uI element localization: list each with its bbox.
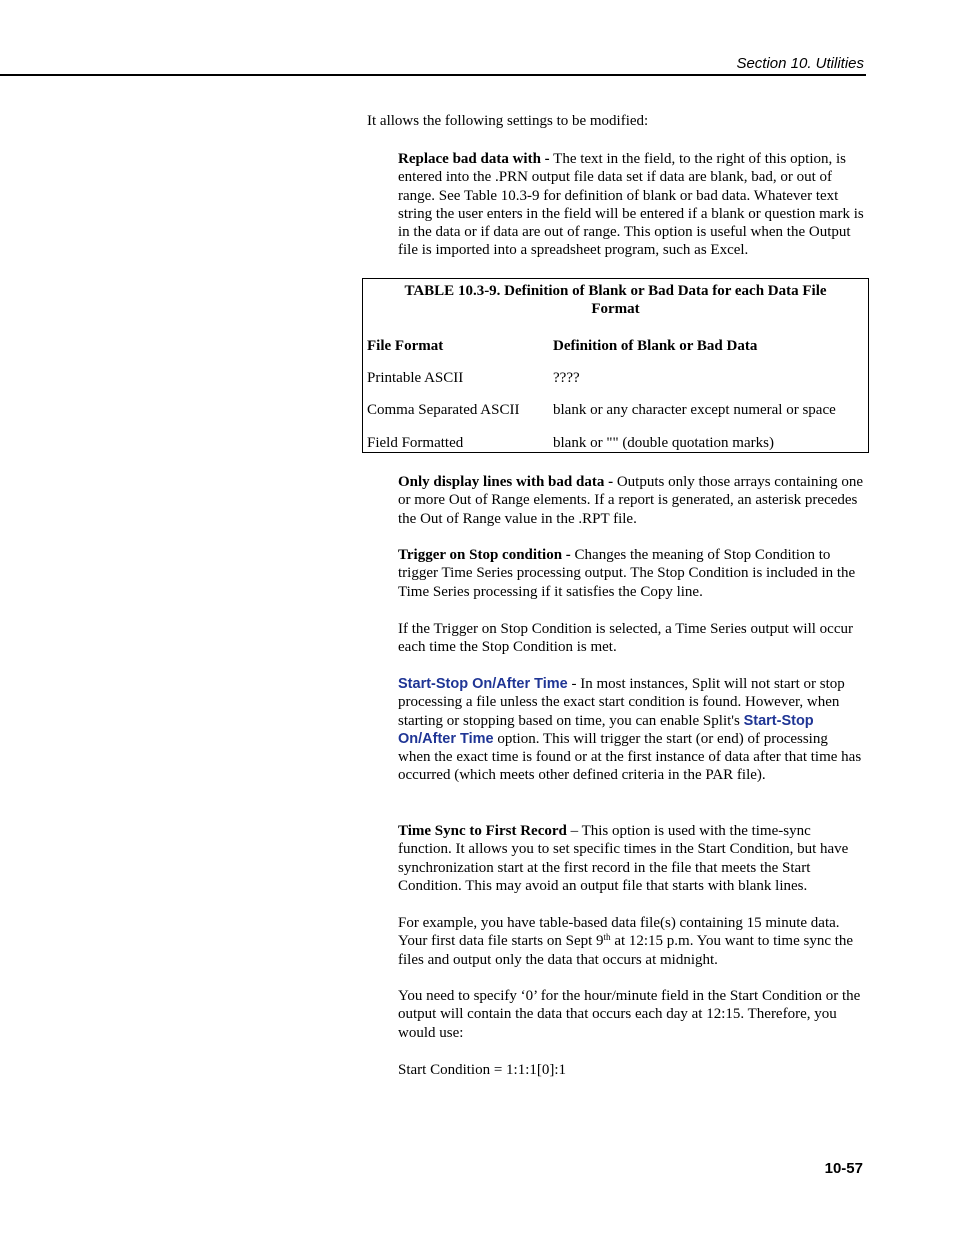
replace-bad-data-paragraph [398,150,864,260]
header-rule [0,74,866,76]
replace-bad-data-text: The text in the field, to the right of this option, is entered into the .PRN output file data set if data are blank, bad, or out of range. See Table 10.3-9 for definition of blank or bad data. Whatever text string the user enters in the field will be entered if a blank or question mark is in the data or if data are out of range. This option is useful when the Output file is imported into a spreadsheet program, such as Excel. [398,151,864,259]
table-cell-definition: ???? [553,370,580,386]
intro-text: It allows the following settings to be modified: [367,113,649,129]
table-cell-format: Field Formatted [367,435,464,451]
only-display-label: Only display lines with bad data - [398,474,614,490]
table-cell-definition: blank or "" (double quotation marks) [553,435,774,451]
example-text-1: For example, you have table-based data file(s) containing 15 minute data. Your first data file starts on Sept 9 [398,915,840,950]
trigger-note-paragraph [398,620,864,657]
table-header-definition: Definition of Blank or Bad Data [553,338,758,354]
specify-text: You need to specify ‘0’ for the hour/minute field in the Start Condition or the output will contain the data that occurs each day at 12:15. Therefore, you would use: [398,988,861,1041]
start-stop-paragraph [398,675,864,785]
trigger-stop-text: Changes the meaning of Stop Condition to trigger Time Series processing output. The Stop Condition is included in the Time Series processing if it satisfies the Copy line. [398,547,856,600]
only-display-paragraph [398,473,864,528]
example-superscript: th [603,932,611,943]
example-paragraph [398,914,864,969]
trigger-note-text: If the Trigger on Stop Condition is selected, a Time Series output will occur each time the Stop Condition is met. [398,621,853,656]
example-text-2: at 12:15 p.m. You want to time sync the files and output only the data that occurs at midnight. [398,933,854,968]
page-number: 10-57 [824,1160,863,1177]
trigger-stop-paragraph [398,546,864,601]
replace-bad-data-label: Replace bad data with - [398,151,550,167]
start-stop-text-1: - In most instances, Split will not start or stop processing a file unless the exact start condition is found. However, when starting or stopping based on time, you can enable Split's [398,676,845,729]
table-cell-format: Printable ASCII [367,370,464,386]
time-sync-label: Time Sync to First Record [398,823,567,839]
time-sync-paragraph [398,822,864,895]
time-sync-text: – This option is used with the time-sync function. It allows you to set specific times in the Start Condition, but have synchronization start at the first record in the file that meets the Start Condition. This may avoid an output file that starts with blank lines. [398,823,849,894]
only-display-text: Outputs only those arrays containing one or more Out of Range elements. If a report is generated, an asterisk precedes the Out of Range value in the .RPT file. [398,474,864,527]
table-header-file-format: File Format [367,338,444,354]
specify-paragraph [398,987,864,1042]
trigger-stop-label: Trigger on Stop condition - [398,547,571,563]
table-cell-format: Comma Separated ASCII [367,402,520,418]
start-stop-link[interactable]: Start-Stop On/After Time [398,676,568,692]
blank-bad-data-table [362,278,869,453]
start-condition-text: Start Condition = 1:1:1[0]:1 [398,1062,567,1078]
table-cell-definition: blank or any character except numeral or space [553,402,836,418]
section-title: Section 10. Utilities [736,55,864,72]
table-caption: TABLE 10.3-9. Definition of Blank or Bad Data for each Data File Format [404,283,827,317]
start-stop-inline-link[interactable]: Start-Stop On/After Time [398,712,814,747]
start-condition-paragraph [398,1061,864,1079]
start-stop-text-2: option. This will trigger the start (or end) of processing when the exact time is found or at the first instance of data after that time has occurred (which meets other defined criteria in the PAR file). [398,730,862,784]
